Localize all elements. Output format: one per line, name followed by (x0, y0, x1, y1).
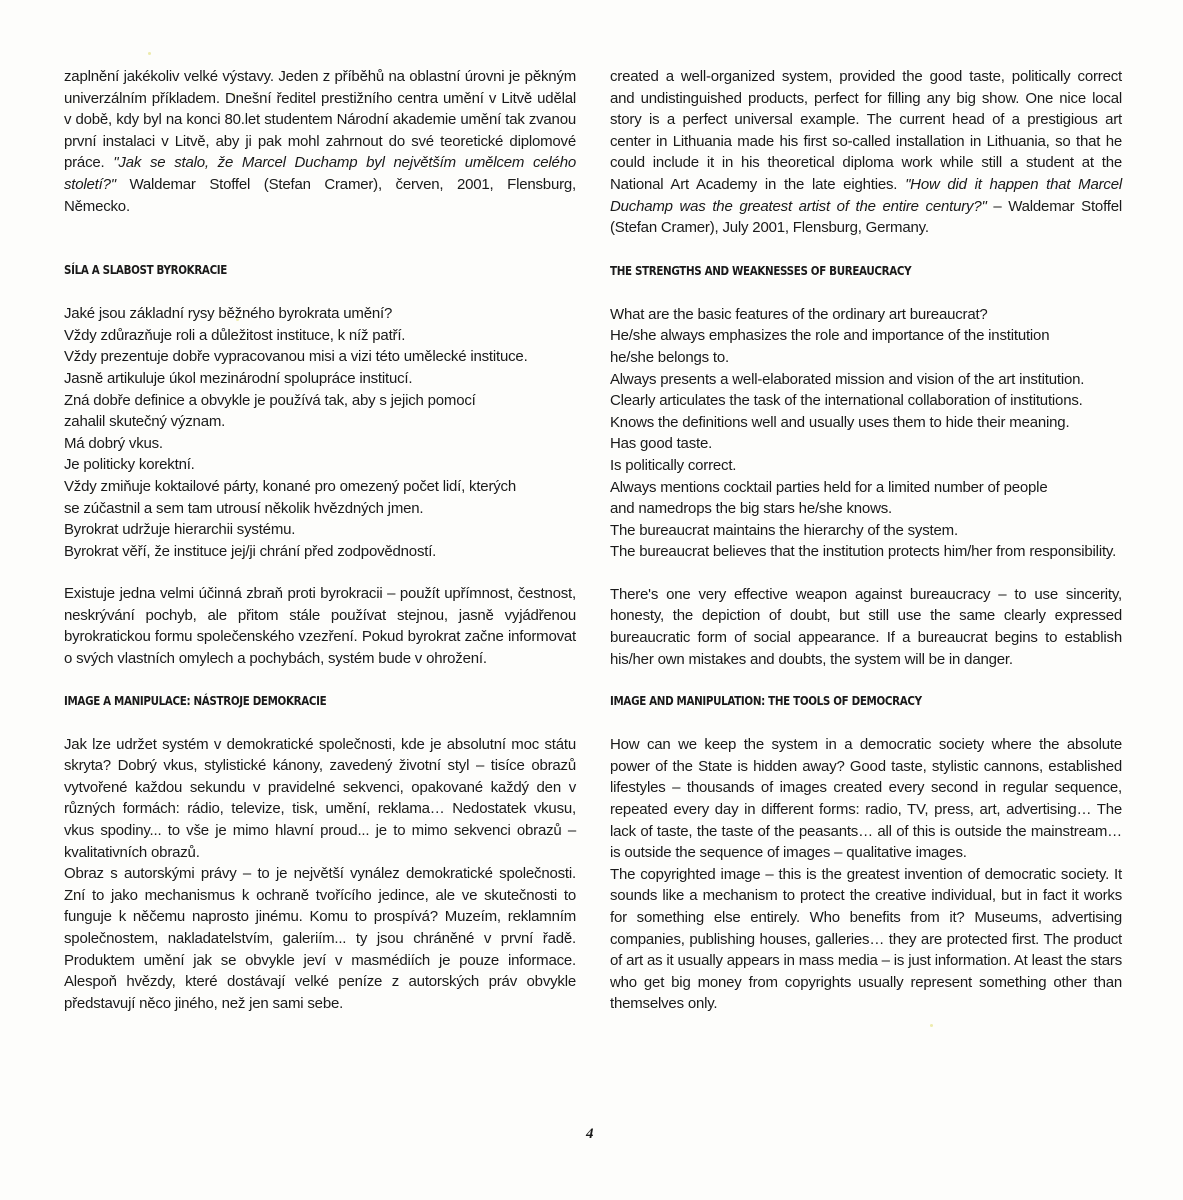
section-heading-image-manipulation: IMAGE A MANIPULACE: NÁSTROJE DEMOKRACIE (64, 693, 327, 708)
list-line: Vždy zmiňuje koktailové párty, konané pro omezený počet lidí, kterých (64, 477, 516, 495)
list-line: zahalil skutečný význam. (64, 413, 226, 431)
section-heading-image-manipulation: IMAGE AND MANIPULATION: THE TOOLS OF DEMOCRACY (610, 694, 922, 709)
intro-paragraph (64, 66, 576, 217)
list-line: he/she belongs to. (610, 348, 729, 366)
list-line: What are the basic features of the ordinary art bureaucrat? (610, 305, 988, 323)
list-line: se zúčastnil a sem tam utrousí několik hvězdných jmen. (64, 499, 424, 517)
list-line: Má dobrý vkus. (64, 434, 163, 452)
list-line: and namedrops the big stars he/she knows. (610, 500, 892, 518)
list-line: Vždy zdůrazňuje roli a důležitost instituce, k níž patří. (64, 326, 406, 344)
section-heading-bureaucracy: THE STRENGTHS AND WEAKNESSES OF BUREAUCRACY (610, 263, 912, 278)
list-line: Has good taste. (610, 435, 713, 453)
list-line: Je politicky korektní. (64, 456, 195, 474)
scan-speck (930, 1024, 933, 1027)
system-paragraph: Jak lze udržet systém v demokratické společnosti, kde je absolutní moc státu skryta? Dobrý vkus, stylistické kánony, zavedený životní styl – tisíce obrazů vytvořené každou sekundu v pravidelné sekvenci, opakované každý den v různých formách: rádio, televize, tisk, umění, reklama… Nedostatek vkusu, vkus spodiny... to vše je mimo hlavní proud... je to mimo sekvenci obrazů – kvalitativních obrazů. (64, 735, 576, 861)
list-line: Byrokrat věří, že instituce jej/ji chrání před zodpovědností. (64, 542, 437, 560)
intro-quote: "Jak se stalo, že Marcel Duchamp byl největším umělcem celého století?" (64, 154, 576, 193)
copyright-paragraph: The copyrighted image – this is the greatest invention of democratic society. It sounds like a mechanism to protect the creative individual, but in fact it works for something else entirely. Who benefits from it? Museums, advertising companies, publishing houses, galleries… they are protected first. The product of art as it usually appears in mass media – is just information. At least the stars who get big money from copyrights usually represent something other than themselves only. (610, 865, 1122, 1013)
list-line: Jasně artikuluje úkol mezinárodní spolupráce institucí. (64, 369, 413, 387)
list-line: Jaké jsou základní rysy běžného byrokrata umění? (64, 305, 393, 323)
intro-citation: – Waldemar Stoffel (Stefan Cramer), July 2001, Flensburg, Germany. (610, 197, 1123, 237)
page-number: 4 (586, 1126, 594, 1142)
weapon-paragraph: There's one very effective weapon against bureaucracy – to use sincerity, honesty, the depiction of doubt, but still use the same clearly expressed bureaucratic form of social appearance. If a bureaucrat begins to establish his/her own mistakes and doubts, the system will be in danger. (610, 585, 1122, 668)
list-line: Knows the definitions well and usually uses them to hide their meaning. (610, 413, 1070, 431)
section-heading-bureaucracy: SÍLA A SLABOST BYROKRACIE (64, 263, 227, 278)
list-line: Zná dobře definice a obvykle je používá tak, aby s jejich pomocí (64, 391, 476, 409)
intro-paragraph (610, 66, 1122, 239)
bureaucrat-traits-list (64, 303, 576, 562)
copyright-paragraph: Obraz s autorskými právy – to je největší vynález demokratické společnosti. Zní to jako mechanismus k ochraně tvořícího jedince, ale ve skutečnosti to funguje k něčemu naprosto jinému. Komu to prospívá? Muzeím, reklamním společnostem, nakladatelstvím, galeriím... ty jsou chráněné v první řadě. Produktem umění jak se obvykle jeví v masmédiích je pouze informace. Alespoň hvězdy, které dostávají velké peníze z autorských práv obvykle představují něco jiného, než jen sami sebe. (64, 865, 576, 1012)
list-line: He/she always emphasizes the role and importance of the institution (610, 327, 1050, 345)
intro-quote: "How did it happen that Marcel Duchamp was the greatest artist of the entire century?" (610, 175, 1122, 215)
english-column (610, 66, 1122, 1015)
czech-column (64, 66, 576, 1014)
scan-speck (148, 52, 151, 55)
list-line: The bureaucrat believes that the institution protects him/her from responsibility. (610, 543, 1117, 561)
bureaucrat-traits-list (610, 304, 1122, 563)
weapon-paragraph: Existuje jedna velmi účinná zbraň proti byrokracii – použít upřímnost, čestnost, neskrývání pochyb, ale přitom stále používat stejnou, jasně vyjádřenou byrokratickou formu společenského vzezření. Pokud byrokrat začne informovat o svých vlastních omylech a pochybách, systém bude v ohrožení. (64, 585, 576, 668)
list-line: The bureaucrat maintains the hierarchy of the system. (610, 521, 958, 539)
intro-citation: Waldemar Stoffel (Stefan Cramer), červen, 2001, Flensburg, Německo. (64, 175, 576, 215)
list-line: Always mentions cocktail parties held for a limited number of people (610, 478, 1048, 496)
intro-text: zaplnění jakékoliv velké výstavy. Jeden z příběhů na oblastní úrovni je pěkným univerzálním příkladem. Dnešní ředitel prestižního centra umění v Litvě udělal v době, kdy byl na konci 80.let studentem Národní akademie umění tak zvanou první instalaci v Litvě, aby ji pak mohl zahrnout do své teoretické diplomové práce. (64, 68, 576, 172)
list-line: Vždy prezentuje dobře vypracovanou misi a vizi této umělecké instituce. (64, 348, 528, 366)
list-line: Is politically correct. (610, 456, 737, 474)
list-line: Clearly articulates the task of the international collaboration of institutions. (610, 392, 1083, 410)
list-line: Always presents a well-elaborated mission and vision of the art institution. (610, 370, 1085, 388)
intro-text: created a well-organized system, provided the good taste, politically correct and undistinguished products, perfect for filling any big show. One nice local story is a perfect universal example. The current head of a prestigious art center in Lithuania made his first so-called installation in Lithuania, so that he could include it in his theoretical diploma work while still a student at the National Art Academy in the late eighties. (610, 68, 1122, 193)
system-paragraph: How can we keep the system in a democratic society where the absolute power of the State is hidden away? Good taste, stylistic cannons, established lifestyles – thousands of images created every second in regular sequence, repeated every day in different forms: radio, TV, press, art, advertising… The lack of taste, the taste of the peasants… all of this is outside the mainstream… is outside the sequence of images – qualitative images. (610, 736, 1122, 862)
list-line: Byrokrat udržuje hierarchii systému. (64, 521, 296, 539)
